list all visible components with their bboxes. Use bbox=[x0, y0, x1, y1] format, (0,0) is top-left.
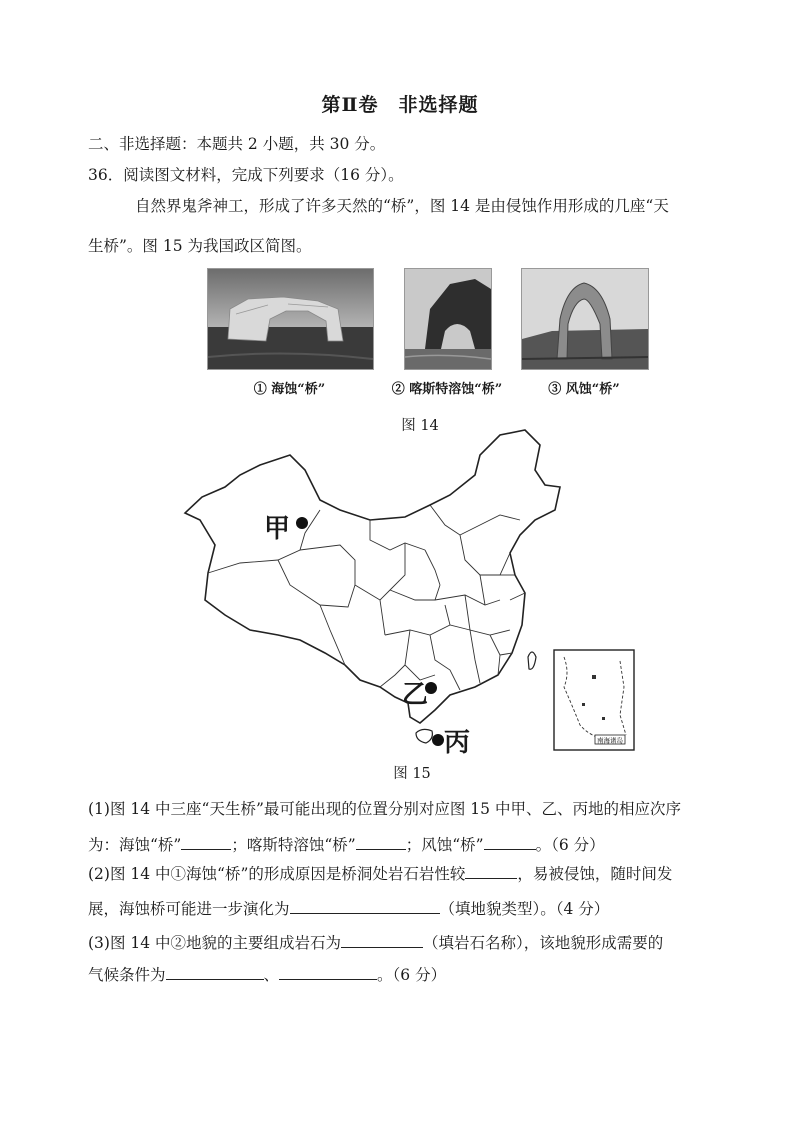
q2-line-1 bbox=[88, 862, 672, 884]
intro-line-2: 生桥”。图 15 为我国政区简图。 bbox=[88, 237, 312, 255]
q3-text-b: （填岩石名称），该地貌形成需要的 bbox=[423, 934, 664, 952]
part-header: 二、非选择题：本题共 2 小题，共 30 分。 bbox=[88, 135, 386, 153]
photo-caption-1: ① 海蚀“桥” bbox=[253, 382, 326, 397]
sea-arch-image bbox=[208, 269, 373, 369]
q3-text-d: 、 bbox=[263, 966, 280, 984]
q1-blank-karst[interactable] bbox=[356, 835, 406, 850]
photo-sea-arch bbox=[207, 268, 374, 370]
section-title: 第Ⅱ卷 非选择题 bbox=[321, 94, 479, 116]
hainan-island bbox=[416, 729, 432, 743]
q2-text-b: ，易被侵蚀，随时间发 bbox=[517, 865, 673, 883]
q1-text-d: 。（6 分） bbox=[535, 836, 605, 854]
q1-line-2 bbox=[88, 833, 605, 855]
photo-caption-2: ② 喀斯特溶蚀“桥” bbox=[391, 382, 503, 397]
q1-blank-sea-arch[interactable] bbox=[181, 835, 231, 850]
south-china-sea-inset bbox=[554, 650, 634, 750]
q2-line-2 bbox=[88, 897, 609, 919]
photo-karst-bridge bbox=[404, 268, 492, 370]
q2-blank-landform[interactable] bbox=[290, 899, 440, 914]
map-label-jia: 甲 bbox=[264, 514, 291, 544]
question-header: 36．阅读图文材料，完成下列要求（16 分）。 bbox=[88, 166, 404, 184]
china-outline bbox=[185, 430, 560, 723]
q3-text-c: 气候条件为 bbox=[88, 966, 166, 984]
figure-15-label: 图 15 bbox=[393, 766, 431, 782]
q3-text-a: (3)图 14 中②地貌的主要组成岩石为 bbox=[88, 934, 342, 952]
q2-text-a: (2)图 14 中①海蚀“桥”的形成原因是桥洞处岩石岩性较 bbox=[88, 865, 466, 883]
q3-line-1 bbox=[88, 931, 663, 953]
q3-blank-climate-2[interactable] bbox=[279, 965, 377, 980]
karst-bridge-image bbox=[405, 269, 491, 369]
point-bing-marker bbox=[432, 734, 444, 746]
photo-wind-arch bbox=[521, 268, 649, 370]
q3-text-e: 。（6 分） bbox=[377, 966, 447, 984]
map-label-yi: 乙 bbox=[402, 680, 429, 710]
q3-blank-rock-name[interactable] bbox=[341, 933, 423, 948]
inset-caption: 南海诸岛 bbox=[597, 736, 623, 745]
photo-caption-3: ③ 风蚀“桥” bbox=[548, 382, 620, 397]
figure-14-label: 图 14 bbox=[401, 418, 439, 434]
q3-blank-climate-1[interactable] bbox=[166, 965, 264, 980]
q2-text-d: （填地貌类型）。（4 分） bbox=[439, 900, 610, 918]
point-jia-marker bbox=[296, 517, 308, 529]
q1-text-a: 为：海蚀“桥” bbox=[88, 836, 182, 854]
q2-text-c: 展，海蚀桥可能进一步演化为 bbox=[88, 900, 290, 918]
taiwan-island bbox=[528, 652, 536, 669]
wind-arch-image bbox=[522, 269, 648, 369]
q2-blank-rock-property[interactable] bbox=[465, 864, 517, 879]
intro-line-1: 自然界鬼斧神工，形成了许多天然的“桥”，图 14 是由侵蚀作用形成的几座“天 bbox=[135, 197, 669, 215]
q1-line-1: (1)图 14 中三座“天生桥”最可能出现的位置分别对应图 15 中甲、乙、丙地的相应次序 bbox=[88, 800, 681, 818]
q1-text-c: ；风蚀“桥” bbox=[405, 836, 484, 854]
map-label-bing: 丙 bbox=[444, 728, 471, 758]
q1-text-b: ；喀斯特溶蚀“桥” bbox=[231, 836, 356, 854]
q3-line-2 bbox=[88, 963, 446, 985]
q1-blank-wind[interactable] bbox=[484, 835, 536, 850]
